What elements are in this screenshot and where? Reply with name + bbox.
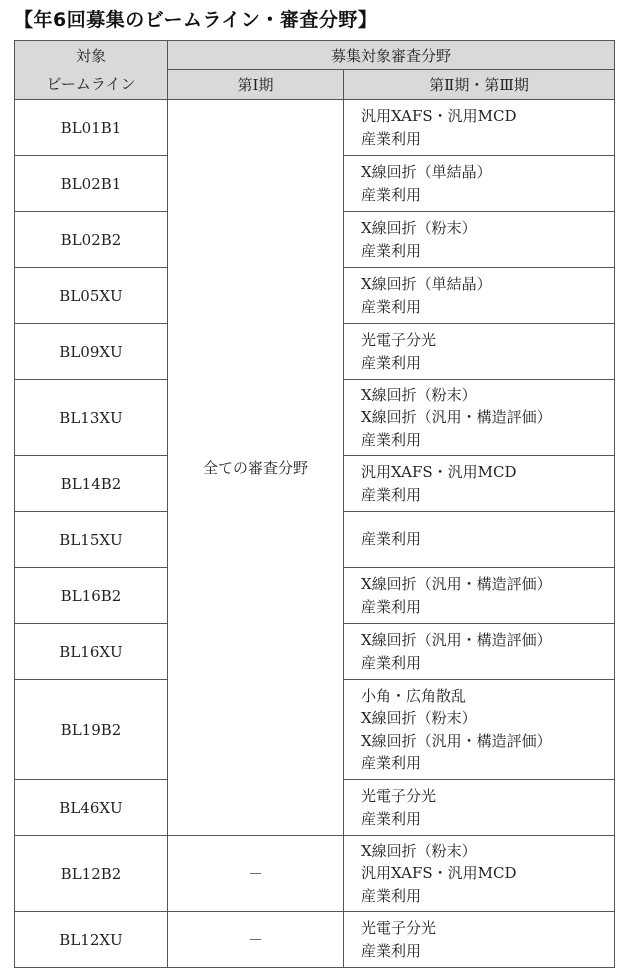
- table-body: [15, 100, 615, 968]
- area-item: 光電子分光: [361, 919, 437, 937]
- areas-cell: [344, 212, 615, 268]
- area-item: X線回折（単結晶）: [361, 163, 492, 181]
- target-header: 対象: [75, 46, 106, 65]
- area-item: 産業利用: [361, 129, 422, 148]
- beamline-cell: BL19B2: [15, 680, 168, 780]
- area-item: X線回折（汎用・構造評価）: [361, 575, 552, 593]
- beamline-cell: BL09XU: [15, 324, 168, 380]
- table-row: [15, 100, 615, 156]
- area-item: 汎用XAFS・汎用MCD: [361, 864, 517, 883]
- area-item: 産業利用: [361, 485, 422, 504]
- area-item: 産業利用: [361, 185, 422, 204]
- area-item: X線回折（粉末）: [361, 219, 477, 237]
- area-item: 汎用XAFS・汎用MCD: [361, 107, 517, 125]
- areas-cell: [344, 324, 615, 380]
- area-item: 産業利用: [361, 297, 422, 316]
- beamline-header: ビームライン: [46, 74, 136, 93]
- period1-cell: －: [168, 912, 344, 968]
- area-item: X線回折（粉末）: [361, 385, 477, 404]
- area-item: 光電子分光: [361, 331, 437, 349]
- area-item: 産業利用: [361, 530, 422, 549]
- areas-cell: [344, 156, 615, 212]
- period23-header: 第Ⅱ期・第Ⅲ期: [344, 70, 615, 100]
- areas-cell: [344, 912, 615, 968]
- period1-header: 第Ⅰ期: [168, 70, 344, 100]
- beamline-cell: BL12B2: [15, 836, 168, 912]
- table-row: [15, 912, 615, 968]
- areas-cell: [344, 568, 615, 624]
- areas-cell: [344, 680, 615, 780]
- beamline-cell: BL16B2: [15, 568, 168, 624]
- area-item: 産業利用: [361, 754, 422, 772]
- page-title: 【年6回募集のビームライン・審査分野】: [14, 9, 378, 31]
- beamline-cell: BL02B1: [15, 156, 168, 212]
- areas-cell: [344, 780, 615, 836]
- period1-cell: －: [168, 836, 344, 912]
- areas-cell: [344, 380, 615, 456]
- area-item: X線回折（汎用・構造評価）: [361, 731, 552, 750]
- areas-cell: [344, 836, 615, 912]
- table-row: [15, 836, 615, 912]
- beamline-cell: BL14B2: [15, 456, 168, 512]
- beamline-cell: BL02B2: [15, 212, 168, 268]
- area-item: X線回折（粉末）: [361, 841, 477, 860]
- area-item: 産業利用: [361, 886, 422, 905]
- beamline-cell: BL12XU: [15, 912, 168, 968]
- area-item: X線回折（粉末）: [361, 709, 477, 727]
- area-item: 光電子分光: [361, 787, 437, 805]
- areas-cell: [344, 512, 615, 568]
- area-item: 産業利用: [361, 353, 422, 372]
- area-item: X線回折（汎用・構造評価）: [361, 631, 552, 649]
- beamline-cell: BL05XU: [15, 268, 168, 324]
- beamline-cell: BL15XU: [15, 512, 168, 568]
- area-item: X線回折（汎用・構造評価）: [361, 408, 552, 427]
- area-item: 汎用XAFS・汎用MCD: [361, 463, 517, 481]
- area-item: 産業利用: [361, 941, 422, 960]
- area-item: 産業利用: [361, 241, 422, 260]
- beamline-cell: BL13XU: [15, 380, 168, 456]
- areas-cell: [344, 624, 615, 680]
- area-item: 産業利用: [361, 653, 422, 672]
- beamline-cell: BL16XU: [15, 624, 168, 680]
- beamline-cell: BL46XU: [15, 780, 168, 836]
- area-item: 産業利用: [361, 809, 422, 828]
- beamline-table: [14, 40, 615, 968]
- areas-cell: [344, 456, 615, 512]
- area-item: 産業利用: [361, 597, 422, 616]
- area-item: 産業利用: [361, 430, 422, 449]
- areas-header: 募集対象審査分野: [168, 41, 615, 70]
- target-beamline-header: [15, 41, 168, 100]
- beamline-cell: BL01B1: [15, 100, 168, 156]
- period1-all-cell: 全ての審査分野: [168, 100, 344, 836]
- areas-cell: [344, 268, 615, 324]
- area-item: X線回折（単結晶）: [361, 275, 492, 293]
- area-item: 小角・広角散乱: [361, 686, 467, 705]
- areas-cell: [344, 100, 615, 156]
